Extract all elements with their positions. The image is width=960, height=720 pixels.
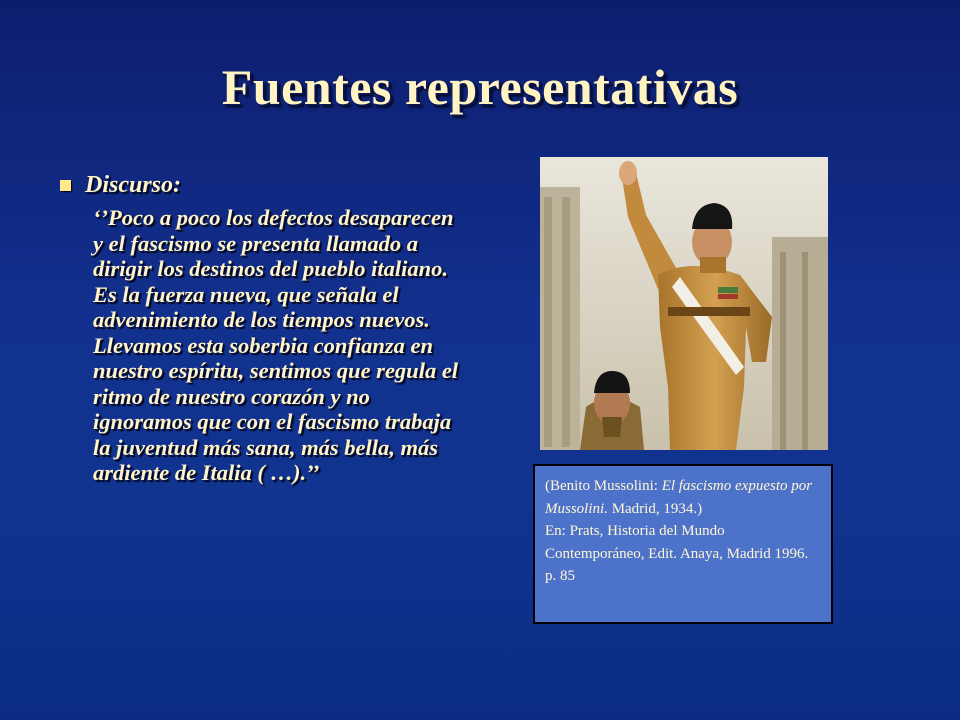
citation-place-year: Madrid, 1934.) — [607, 500, 703, 517]
bullet-block — [60, 172, 460, 486]
bullet-square-icon — [60, 180, 71, 191]
speech-quote: ‘’Poco a poco los defectos desaparecen y el fascismo se presenta llamado a dirigir los destinos del pueblo italiano. Es la fuerza nueva, que señala el advenimiento de los tiempos nuevos. Llevamos esta soberbia confianza en nuestro espíritu, sentimos que regula el ritmo de nuestro corazón y no ignoramos que con el fascismo trabaja la juventud más sana, más bella, más ardiente de Italia ( …).’’ — [93, 205, 459, 485]
citation-box — [533, 464, 833, 624]
citation-open: (Benito Mussolini: — [545, 478, 662, 494]
mussolini-photo — [540, 157, 828, 450]
bullet-row — [60, 172, 460, 199]
citation-source: En: Prats, Historia del Mundo Contemporáneo, Edit. Anaya, Madrid 1996. p. 85 — [545, 523, 809, 584]
bullet-label: Discurso: — [85, 172, 182, 198]
citation-work-title: El fascismo expuesto por Mussolini. — [545, 478, 813, 517]
slide-title: Fuentes representativas — [221, 59, 739, 115]
